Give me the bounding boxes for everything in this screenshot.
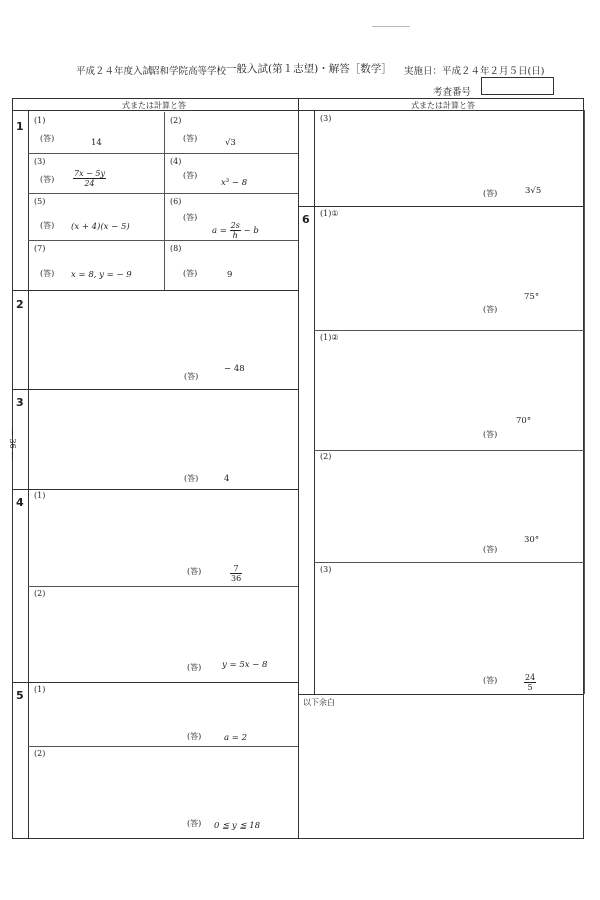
exam-date: 実施日：平成２４年２月５日(日): [404, 66, 545, 77]
id-label: 考査番号: [433, 87, 472, 98]
q2-answer-label: (答): [184, 372, 199, 381]
question-1-number: 1: [16, 120, 24, 133]
q1-3-denominator: 24: [84, 179, 95, 188]
q6-2-label: (2): [320, 452, 332, 461]
q1-6-numerator: 2s: [230, 221, 240, 230]
q1-5-label: (5): [34, 197, 46, 206]
q2-bottom-line: [12, 389, 298, 390]
question-2-number: 2: [16, 298, 24, 311]
q1-8-value: 9: [227, 270, 233, 280]
q6-1-1-label: (1)①: [320, 209, 339, 218]
q1-6-prefix: a =: [212, 226, 227, 236]
q6-2-value: 30°: [524, 535, 540, 545]
q5-1-value: a = 2: [224, 733, 248, 743]
q1-8-answer-label: (答): [183, 269, 198, 278]
right-number-column: [314, 110, 315, 694]
q6-3-label: (3): [320, 565, 332, 574]
q2-value: − 48: [224, 364, 245, 374]
left-column-header: 式または計算と答: [122, 101, 186, 110]
q1-3-value: [73, 168, 106, 188]
right-column-header: 式または計算と答: [411, 101, 475, 110]
left-number-column: [28, 110, 29, 839]
q1-6-suffix: − b: [243, 226, 259, 236]
q6-3-denominator: 5: [527, 683, 533, 692]
q3-bottom-line: [12, 489, 298, 490]
remaining-blank-label: 以下余白: [303, 698, 335, 707]
q1-row-line-3: [28, 240, 298, 241]
q6-row-line-3: [314, 562, 584, 563]
q1-7-answer-label: (答): [40, 269, 55, 278]
q1-8-label: (8): [170, 244, 182, 253]
q5-2-value: 0 ≦ y ≦ 18: [214, 821, 261, 831]
q1-2-label: (2): [170, 116, 182, 125]
q1-3-label: (3): [34, 157, 46, 166]
q1-6-answer-label: (答): [183, 213, 198, 222]
q4-1-answer-label: (答): [187, 567, 202, 576]
q4-row-line: [28, 586, 298, 587]
question-5-number: 5: [16, 689, 24, 702]
right-q3-label: (3): [320, 114, 332, 123]
center-divider: [298, 98, 299, 839]
q1-row-line-2: [28, 193, 298, 194]
id-box: [481, 77, 554, 95]
q1-5-value: (x + 4)(x − 5): [71, 222, 130, 232]
exam-type-title: 一般入試(第１志望)・解答［数学］: [226, 63, 392, 75]
q1-6-value: [212, 221, 259, 240]
q6-1-1-answer-label: (答): [483, 305, 498, 314]
question-3-number: 3: [16, 396, 24, 409]
q1-5-answer-label: (答): [40, 221, 55, 230]
q1-6-denominator: h: [232, 231, 238, 240]
q6-3-value: [524, 672, 536, 692]
q5-1-answer-label: (答): [187, 732, 202, 741]
q6-row-line-1: [314, 330, 584, 331]
q1-4-answer-label: (答): [183, 171, 198, 180]
q1-4-label: (4): [170, 157, 182, 166]
right-q3-bottom-line: [298, 206, 584, 207]
question-4-number: 4: [16, 496, 24, 509]
q5-2-answer-label: (答): [187, 819, 202, 828]
exam-year: 平成２４年度入試: [76, 66, 153, 77]
question-6-number: 6: [302, 213, 310, 226]
q6-2-answer-label: (答): [483, 545, 498, 554]
q1-6-label: (6): [170, 197, 182, 206]
q1-1-answer-label: (答): [40, 134, 55, 143]
q1-7-label: (7): [34, 244, 46, 253]
right-q3-answer-label: (答): [483, 189, 498, 198]
q1-bottom-line: [12, 290, 298, 291]
q1-3-numerator: 7x − 5y: [74, 169, 105, 178]
q5-2-label: (2): [34, 749, 46, 758]
q4-1-denominator: 36: [231, 574, 242, 583]
q6-1-2-answer-label: (答): [483, 430, 498, 439]
q6-3-numerator: 24: [525, 673, 536, 682]
right-inner-right-edge: [584, 110, 585, 694]
q6-3-answer-label: (答): [483, 676, 498, 685]
q4-bottom-line: [12, 682, 298, 683]
q1-1-label: (1): [34, 116, 46, 125]
q1-2-value: √3: [225, 138, 236, 148]
q3-answer-label: (答): [184, 474, 199, 483]
q3-value: 4: [224, 474, 230, 484]
right-q3-value: 3√5: [525, 186, 542, 196]
scan-mark: [372, 26, 410, 27]
q6-1-2-value: 70°: [516, 416, 532, 426]
q1-row-line-1: [28, 153, 298, 154]
q4-2-label: (2): [34, 589, 46, 598]
q6-bottom-line: [298, 694, 584, 695]
q6-1-2-label: (1)②: [320, 333, 339, 342]
q4-1-numerator: 7: [230, 564, 242, 574]
q1-1-value: 14: [91, 138, 102, 148]
q4-2-value: y = 5x − 8: [222, 660, 268, 670]
q6-1-1-value: 75°: [524, 292, 540, 302]
q6-row-line-2: [314, 450, 584, 451]
q4-1-value: [230, 563, 242, 583]
side-page-number: — 36 —: [8, 428, 17, 460]
q4-2-answer-label: (答): [187, 663, 202, 672]
q1-2-answer-label: (答): [183, 134, 198, 143]
q5-row-line: [28, 746, 298, 747]
q1-7-value: x = 8, y = − 9: [71, 270, 132, 280]
q4-1-label: (1): [34, 491, 46, 500]
q1-grid-divider: [164, 112, 165, 290]
school-name: 昭和学院高等学校: [150, 66, 227, 77]
q5-1-label: (1): [34, 685, 46, 694]
q1-4-value: x³ − 8: [221, 178, 248, 188]
q1-3-answer-label: (答): [40, 175, 55, 184]
